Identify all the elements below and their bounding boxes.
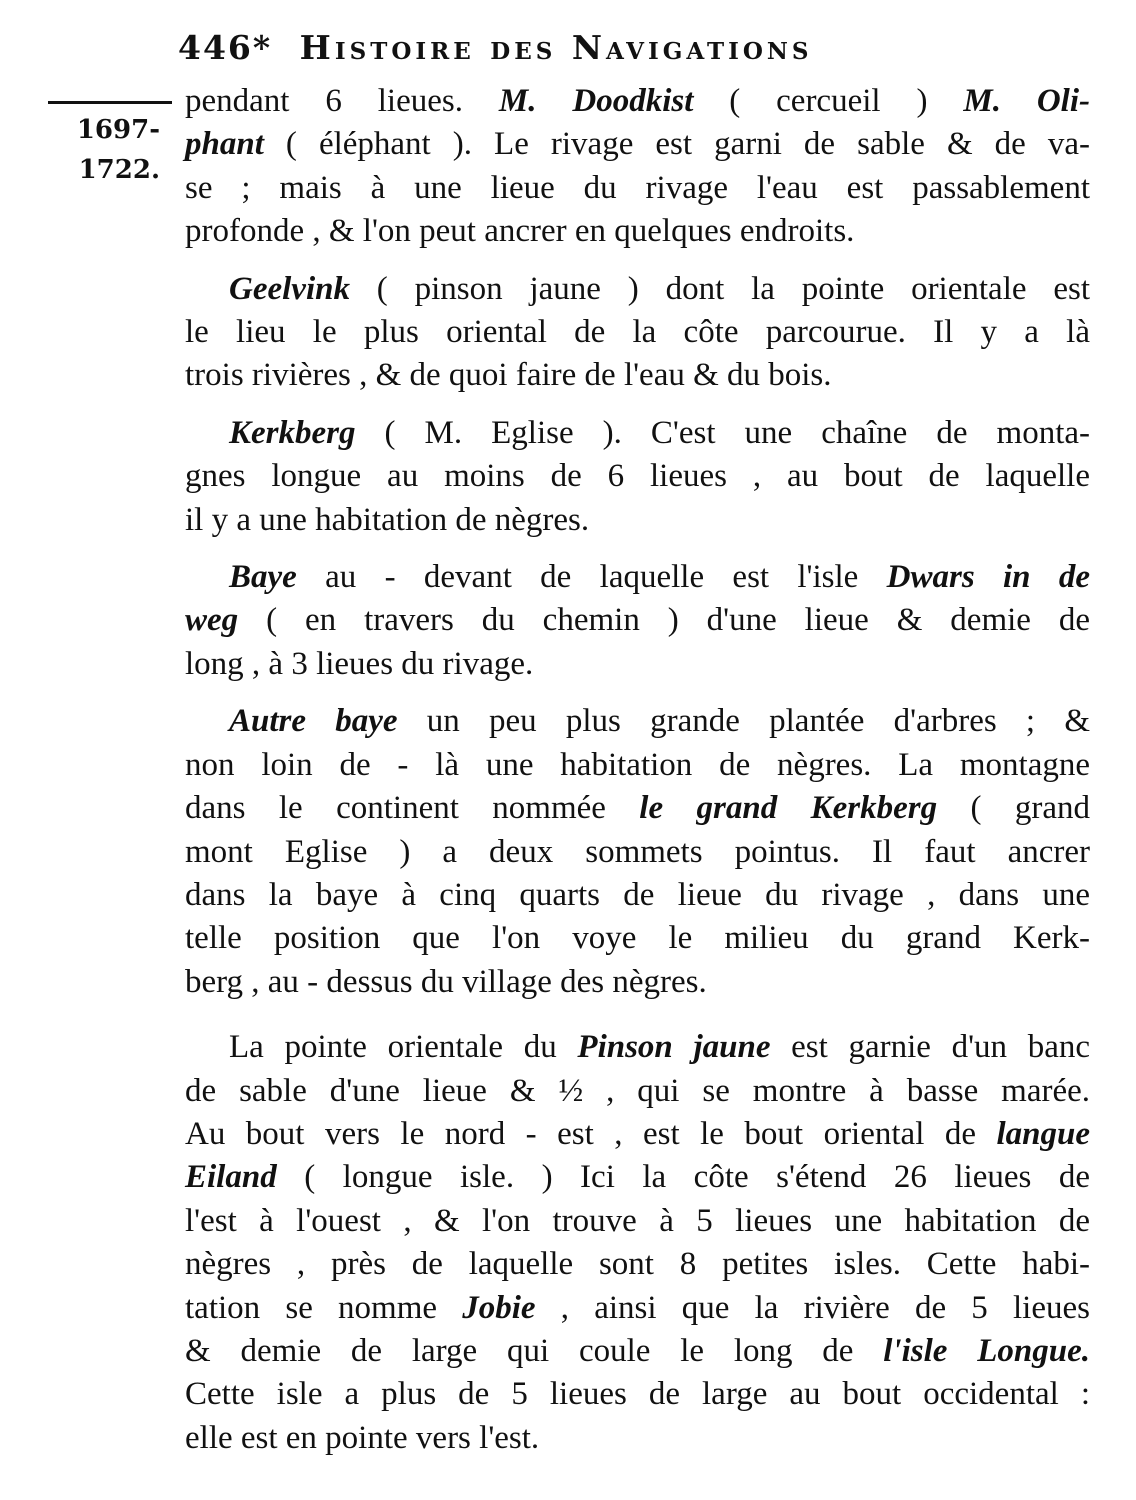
text-line [185, 1070, 1090, 1113]
body-text [185, 80, 1090, 1460]
italic-term: Dwars in de [886, 559, 1090, 596]
text-line [185, 599, 1090, 642]
text-span: le lieu le plus oriental de la côte parcourue. Il y a là [185, 314, 1090, 351]
text-span: Cette isle a plus de 5 lieues de large au bout occidental : [185, 1376, 1090, 1413]
text-line [185, 354, 1090, 397]
text-line [185, 311, 1090, 354]
italic-term: l'isle Longue. [883, 1332, 1090, 1369]
italic-term: Geelvink [229, 270, 350, 307]
text-line [185, 455, 1090, 498]
text-line [185, 1373, 1090, 1416]
text-span: un peu plus grande plantée d'arbres ; & [397, 703, 1090, 740]
text-span: ( éléphant ). Le rivage est garni de sable & de va- [263, 126, 1090, 163]
text-line [185, 412, 1090, 455]
text-span: long , à 3 lieues du rivage. [185, 645, 534, 682]
text-line [185, 1287, 1090, 1330]
italic-term: Autre baye [229, 703, 398, 740]
text-line [185, 1330, 1090, 1373]
text-span: l'est à l'ouest , & l'on trouve à 5 lieues une habitation de [185, 1202, 1090, 1239]
text-span: trois rivières , & de quoi faire de l'eau & du bois. [185, 357, 832, 394]
margin-year-end: 1722. [78, 155, 160, 185]
text-line [185, 1156, 1090, 1199]
text-span: dans la baye à cinq quarts de lieue du rivage , dans une [185, 876, 1090, 913]
italic-term: Jobie [462, 1289, 536, 1326]
text-span: berg , au - dessus du village des nègres. [185, 963, 707, 1000]
text-span: il y a une habitation de nègres. [185, 501, 590, 538]
page-number: 446* [178, 28, 273, 67]
text-line [185, 787, 1090, 830]
italic-term: Kerkberg [229, 414, 356, 451]
text-span: au - devant de laquelle est l'isle [296, 559, 887, 596]
text-span: ( longue isle. ) Ici la côte s'étend 26 lieues de [276, 1159, 1090, 1196]
text-line [185, 1417, 1090, 1460]
text-span: se ; mais à une lieue du rivage l'eau est passablement [185, 169, 1090, 206]
text-span: , ainsi que la rivière de 5 lieues [535, 1289, 1090, 1326]
text-line [185, 167, 1090, 210]
text-line [185, 268, 1090, 311]
text-line [185, 1243, 1090, 1286]
text-span: profonde , & l'on peut ancrer en quelques endroits. [185, 213, 855, 250]
text-line [185, 700, 1090, 743]
text-span: ( M. Eglise ). C'est une chaîne de monta- [355, 414, 1090, 451]
italic-term: M. Doodkist [498, 83, 694, 119]
italic-term: weg [185, 602, 239, 639]
margin-note [40, 110, 160, 190]
italic-term: langue [996, 1115, 1090, 1152]
italic-term: le grand Kerkberg [639, 790, 938, 827]
margin-year-start: 1697- [76, 115, 160, 145]
text-line [185, 499, 1090, 542]
text-span: dans le continent nommée [185, 790, 640, 827]
text-span: elle est en pointe vers l'est. [185, 1419, 540, 1456]
text-line [185, 744, 1090, 787]
text-span: Au bout vers le nord - est , est le bout oriental de [185, 1115, 997, 1152]
text-line [185, 643, 1090, 686]
text-span: est garnie d'un banc [770, 1029, 1091, 1066]
italic-term: M. Oli- [963, 83, 1091, 119]
text-span: mont Eglise ) a deux sommets pointus. Il faut ancrer [185, 833, 1090, 870]
italic-term: Baye [229, 559, 297, 596]
text-span: telle position que l'on voye le milieu du grand Kerk- [185, 920, 1090, 957]
text-line [185, 874, 1090, 917]
text-span: & demie de large qui coule le long de [185, 1332, 884, 1369]
italic-term: phant [185, 126, 264, 163]
text-span: ( cercueil ) [693, 83, 964, 119]
text-span: pendant 6 lieues. [185, 83, 499, 119]
text-span: gnes longue au moins de 6 lieues , au bout de laquelle [185, 458, 1090, 495]
text-line [185, 1200, 1090, 1243]
text-line [185, 831, 1090, 874]
margin-rule [48, 101, 172, 104]
text-line [185, 80, 1090, 123]
text-line [185, 917, 1090, 960]
text-span: ( pinson jaune ) dont la pointe orientale est [349, 270, 1090, 307]
text-line [185, 123, 1090, 166]
text-line [185, 961, 1090, 1004]
page-title: Histoire des Navigations [299, 28, 813, 67]
text-span: ( grand [937, 790, 1090, 827]
text-span: tation se nomme [185, 1289, 463, 1326]
italic-term: Pinson jaune [577, 1029, 771, 1066]
text-line [185, 556, 1090, 599]
text-span: ( en travers du chemin ) d'une lieue & demie de [238, 602, 1090, 639]
text-span: de sable d'une lieue & ½ , qui se montre à basse marée. [185, 1072, 1090, 1109]
text-span: non loin de - là une habitation de nègres. La montagne [185, 746, 1090, 783]
text-line [185, 210, 1090, 253]
text-line [185, 1113, 1090, 1156]
running-head [178, 28, 813, 67]
text-line [185, 1026, 1090, 1069]
text-span: nègres , près de laquelle sont 8 petites isles. Cette habi- [185, 1246, 1090, 1283]
text-span: La pointe orientale du [229, 1029, 578, 1066]
italic-term: Eiland [185, 1159, 277, 1196]
